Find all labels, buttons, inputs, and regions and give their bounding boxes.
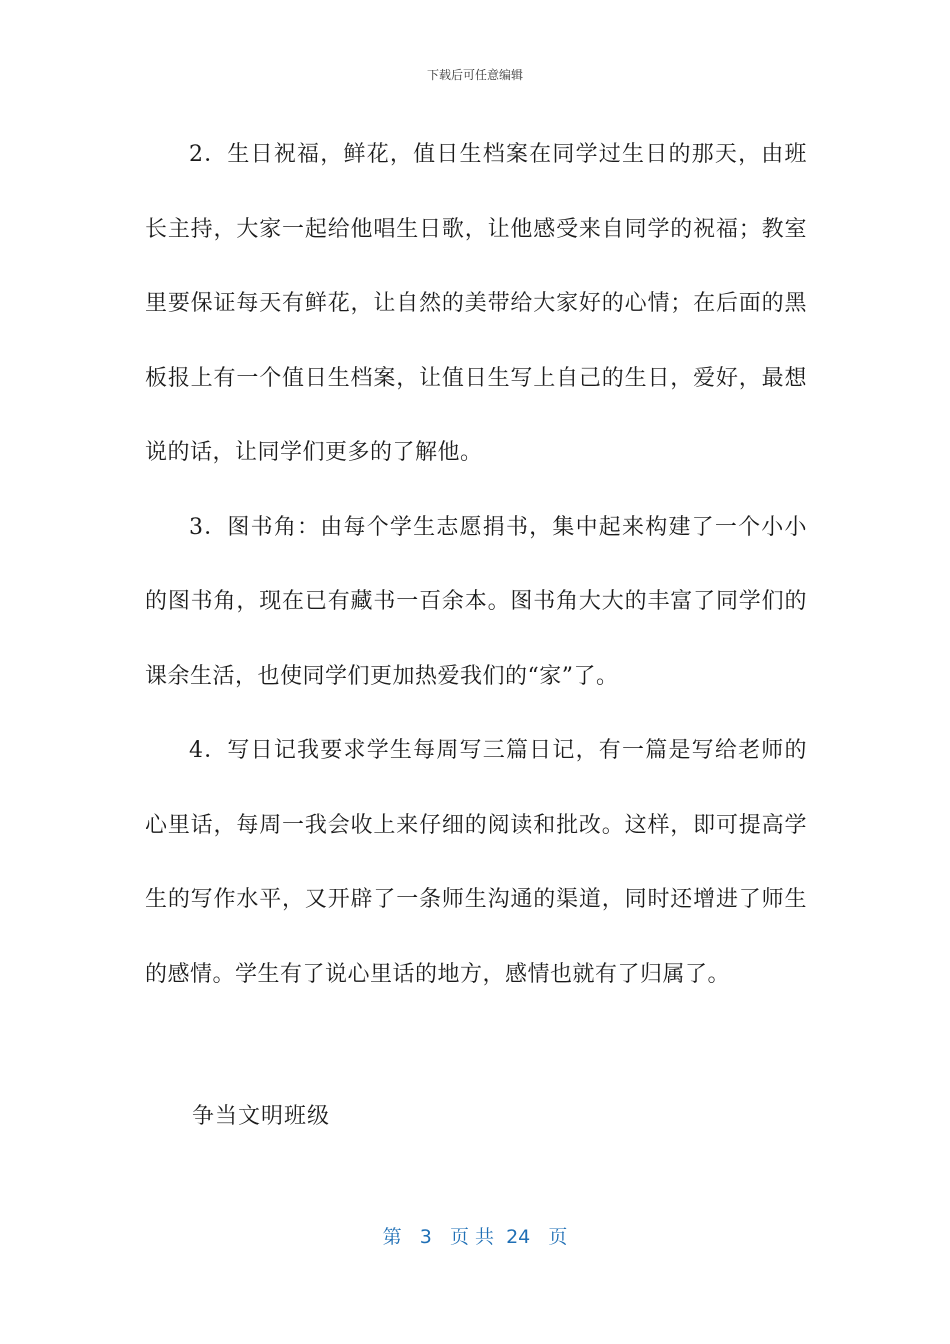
page-footer [0,1222,950,1249]
footer-prefix: 第 [382,1226,402,1248]
footer-suffix: 页 [548,1226,568,1248]
paragraph-book-corner: 3．图书角：由每个学生志愿捐书，集中起来构建了一个小小的图书角，现在已有藏书一百余本。图书角大大的丰富了同学们的课余生活，也使同学们更加热爱我们的“家”了。 [145,514,807,689]
page-header-note: 下载后可任意编辑 [426,68,523,82]
section-heading: 争当文明班级 [192,1104,331,1129]
footer-total-pages: 24 [506,1226,531,1248]
footer-current-page: 3 [419,1226,432,1248]
footer-middle: 页 共 [449,1226,494,1248]
document-body [145,118,807,1012]
paragraph-birthday: 2．生日祝福，鲜花，值日生档案在同学过生日的那天，由班长主持，大家一起给他唱生日歌，让他感受来自同学的祝福；教室里要保证每天有鲜花，让自然的美带给大家好的心情；在后面的黑板报上有一个值日生档案，让值日生写上自己的生日，爱好，最想说的话，让同学们更多的了解他。 [145,142,807,465]
paragraph-diary: 4．写日记我要求学生每周写三篇日记，有一篇是写给老师的心里话，每周一我会收上来仔细的阅读和批改。这样，即可提高学生的写作水平，又开辟了一条师生沟通的渠道，同时还增进了师生的感情。学生有了说心里话的地方，感情也就有了归属了。 [145,738,807,987]
